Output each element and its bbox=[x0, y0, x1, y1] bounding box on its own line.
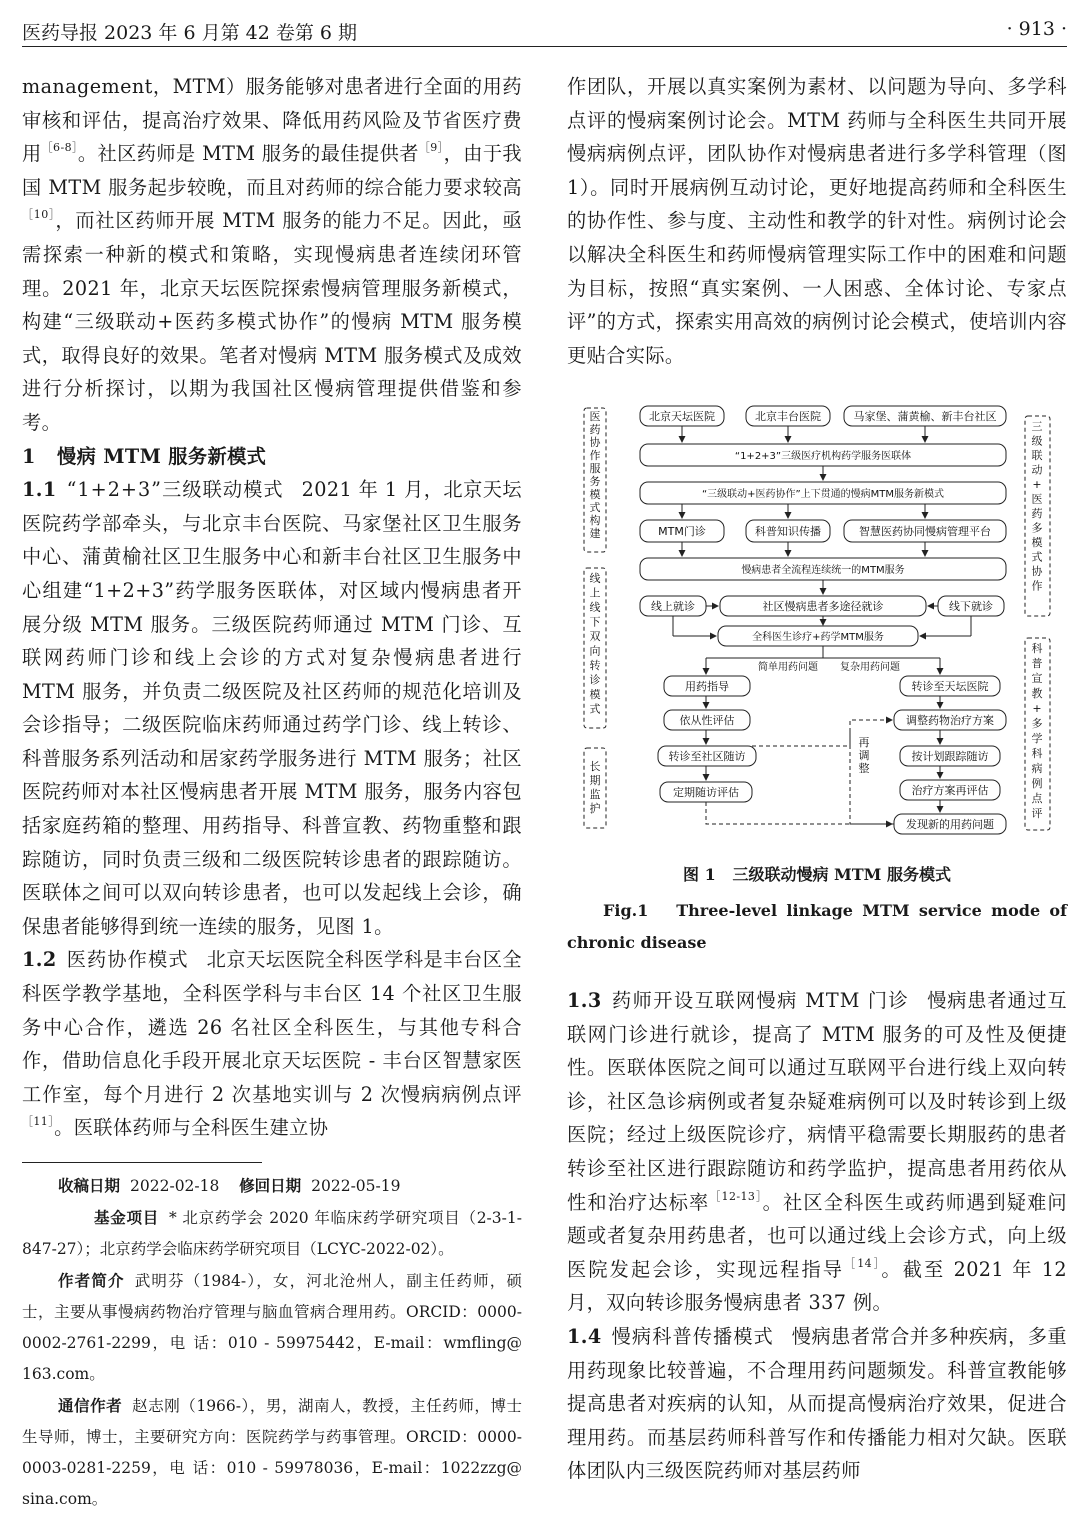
label-refer-tiantan: 转诊至天坛医院 bbox=[911, 680, 989, 693]
label-community-visit: 社区慢病患者多途径就诊 bbox=[762, 600, 884, 613]
left-column bbox=[22, 70, 522, 1145]
label-gp: 全科医生诊疗+药学MTM服务 bbox=[752, 632, 884, 643]
label-guide: 用药指导 bbox=[685, 680, 729, 693]
label-community: 马家堡、蒲黄榆、新丰台社区 bbox=[853, 410, 997, 423]
label-continuous: 慢病患者全流程连续统一的MTM服务 bbox=[741, 565, 905, 576]
section-1-3: 1.3 药师开设互联网慢病 MTM 门诊 慢病患者通过互联网门诊进行就诊，提高了 MTM 服务的可及性及便捷性。医联体医院之间可以通过互联网平台进行线上双向转诊，社区急诊病例或者复杂疑难病例可以及时转诊到上级医院；经过上级医院诊疗，病情平稳需要长期服药的患者转诊至社区进行跟踪随访和药学监护，提高患者用药依从性和治疗达标率$^{[12-13]}$。社区全科医生或药师遇到疑难问题或者复杂用药患者，也可以通过线上会诊方式，向上级医院发起会诊，实现远程指导$^{[14]}$。截至 2021 年 12 月，双向转诊服务慢病患者 337 例。 bbox=[567, 989, 1068, 1315]
figure-caption-en: Fig.1 Three-level linkage MTM service mode of chronic disease bbox=[567, 901, 1067, 952]
paragraph: management，MTM）服务能够对患者进行全面的用药审核和评估，提高治疗效果、降低用药风险及节省医疗费用$^{[6-8]}$。社区药师是 MTM 服务的最佳提供者$^{[9]}$，由于我国 MTM 服务起步较晚，而且对药师的综合能力要求较高$^{[10]}$，而社区药师开展 MTM 服务的能力不足。因此，亟需探索一种新的模式和策略，实现慢病患者连续闭环管理。2021 年，北京天坛医院探索慢病管理服务新模式，构建“三级联动+医药多模式协作”的慢病 MTM 服务模式，取得良好的效果。笔者对慢病 MTM 服务模式及成效进行分析探讨，以期为我国社区慢病管理提供借鉴和参考。 bbox=[22, 75, 523, 434]
section-1-4: 1.4 慢病科普传播模式 慢病患者常合并多种疾病，多重用药现象比较普遍，不合理用药问题频发。科普宣教能够提高患者对疾病的认知，从而提高慢病治疗效果，促进合理用药。而基层药师科普写作和传播能力相对欠缺。医联体团队内三级医院药师对基层药师 bbox=[567, 1324, 1067, 1483]
dates-line: 收稿日期 2022-02-18 修回日期 2022-05-19 bbox=[58, 1176, 401, 1195]
figure-caption-cn: 图 1 三级联动慢病 MTM 服务模式 bbox=[683, 865, 951, 884]
vertical-label: 线上线下双向转诊模式 bbox=[589, 572, 601, 716]
label-alliance: “1+2+3”三级医疗机构药学服务医联体 bbox=[734, 451, 912, 462]
fund-line: 基金项目 * 北京药学会 2020 年临床药学研究项目（2-3-1-847-27）；北京药学会临床药学研究项目（LCYC-2022-02）。 bbox=[22, 1208, 522, 1258]
label-online: 线上就诊 bbox=[651, 600, 695, 613]
section-1-1: 1.1 “1+2+3”三级联动模式 2021 年 1 月，北京天坛医院药学部牵头，与北京丰台医院、马家堡社区卫生服务中心、蒲黄榆社区卫生服务中心和新丰台社区卫生服务中心组建“1+2+3”药学服务医联体，对区域内慢病患者开展分级 MTM 服务。三级医院药师通过 MTM 门诊、互联网药师门诊和线上会诊的方式对复杂慢病患者进行 MTM 服务，并负责二级医院及社区药师的规范化培训及会诊指导；二级医院临床药师通过药学门诊、线上转诊、科普服务系列活动和居家药学服务进行 MTM 服务；社区医院药师对本社区慢病患者开展 MTM 服务，服务内容包括家庭药箱的整理、用药指导、科普宣教、药物重整和跟踪随访，同时负责三级和二级医院转诊患者的跟踪随访。医联体之间可以双向转诊患者，也可以发起线上会诊，确保患者能够得到统一连续的服务，见图 1。 bbox=[22, 478, 522, 938]
label-reassess: 治疗方案再评估 bbox=[911, 784, 989, 797]
vertical-label: 长期监护 bbox=[589, 760, 601, 815]
flow-diagram bbox=[580, 400, 1060, 840]
vertical-label: 医药协作服务模式构建 bbox=[589, 410, 601, 540]
vertical-label: 三级联动+医药多模式协作 bbox=[1031, 420, 1043, 593]
label-complex: 复杂用药问题 bbox=[840, 662, 900, 673]
corr-line: 通信作者 赵志刚（1966-），男，湖南人，教授，主任药师，博士生导师，博士，主要研究方向：医院药学与药事管理。ORCID：0000-0003-0281-2259，电 话：010 - 59978036，E-mail：1022zzg@ sina.com。 bbox=[22, 1396, 522, 1508]
label-adherence: 依从性评估 bbox=[679, 714, 735, 727]
label-simple: 简单用药问题 bbox=[758, 662, 818, 673]
label-science: 科普知识传播 bbox=[755, 525, 821, 538]
paragraph: 作团队，开展以真实案例为素材、以问题为导向、多学科点评的慢病案例讨论会。MTM 药师与全科医生共同开展慢病病例点评，团队协作对慢病患者进行多学科管理（图 1）。同时开展病例互动讨论，更好地提高药师和全科医生的协作性、参与度、主动性和教学的针对性。病例讨论会以解决全科医生和药师慢病管理实际工作中的困难和问题为目标，按照“真实案例、一人困惑、全体讨论、专家点评”的方式，探索实用高效的病例讨论会模式，使培训内容更贴合实际。 bbox=[567, 75, 1067, 367]
label-plan: 按计划跟踪随访 bbox=[911, 750, 989, 763]
vertical-label: 再调整 bbox=[858, 736, 870, 775]
journal-issue: 医药导报 2023 年 6 月第 42 卷第 6 期 bbox=[22, 22, 358, 44]
label-refer-community: 转诊至社区随访 bbox=[668, 750, 746, 763]
page-number: · 913 · bbox=[1006, 18, 1067, 40]
footnote bbox=[22, 1170, 522, 1515]
label-mtm: MTM门诊 bbox=[658, 525, 706, 538]
author-line: 作者简介 武明芬（1984-），女，河北沧州人，副主任药师，硕士，主要从事慢病药物治疗管理与脑血管病合理用药。ORCID：0000-0002-2761-2299，电 话：010 - 59975442，E-mail：wmfling@ 163.com。 bbox=[22, 1271, 522, 1383]
section-1-2: 1.2 医药协作模式 北京天坛医院全科医学科是丰台区全科医学教学基地，全科医学科与丰台区 14 个社区卫生服务中心合作，遴选 26 名社区全科医生，与其他专科合作，借助信息化手段开展北京天坛医院 - 丰台区智慧家医工作室，每个月进行 2 次基地实训与 2 次慢病病例点评$^{[11]}$。医联体药师与全科医生建立协 bbox=[22, 948, 523, 1140]
running-header bbox=[22, 12, 1067, 47]
label-fengtai: 北京丰台医院 bbox=[755, 410, 821, 423]
right-column-lower bbox=[567, 984, 1067, 1488]
label-regular: 定期随访评估 bbox=[673, 786, 739, 799]
label-adjust: 调整药物治疗方案 bbox=[906, 714, 994, 727]
footnote-rule bbox=[22, 1162, 262, 1163]
vertical-label: 科普宣教+多学科病例点评 bbox=[1031, 642, 1043, 820]
right-column bbox=[567, 70, 1067, 372]
label-platform: 智慧医药协同慢病管理平台 bbox=[859, 525, 991, 538]
label-tiantan: 北京天坛医院 bbox=[649, 410, 715, 423]
label-offline: 线下就诊 bbox=[949, 600, 993, 613]
label-mode: “三级联动+医药协作”上下贯通的慢病MTM服务新模式 bbox=[701, 489, 945, 500]
section-heading-1: 1 慢病 MTM 服务新模式 bbox=[22, 444, 267, 468]
figure-1 bbox=[580, 400, 1060, 840]
label-new-problem: 发现新的用药问题 bbox=[906, 818, 994, 831]
